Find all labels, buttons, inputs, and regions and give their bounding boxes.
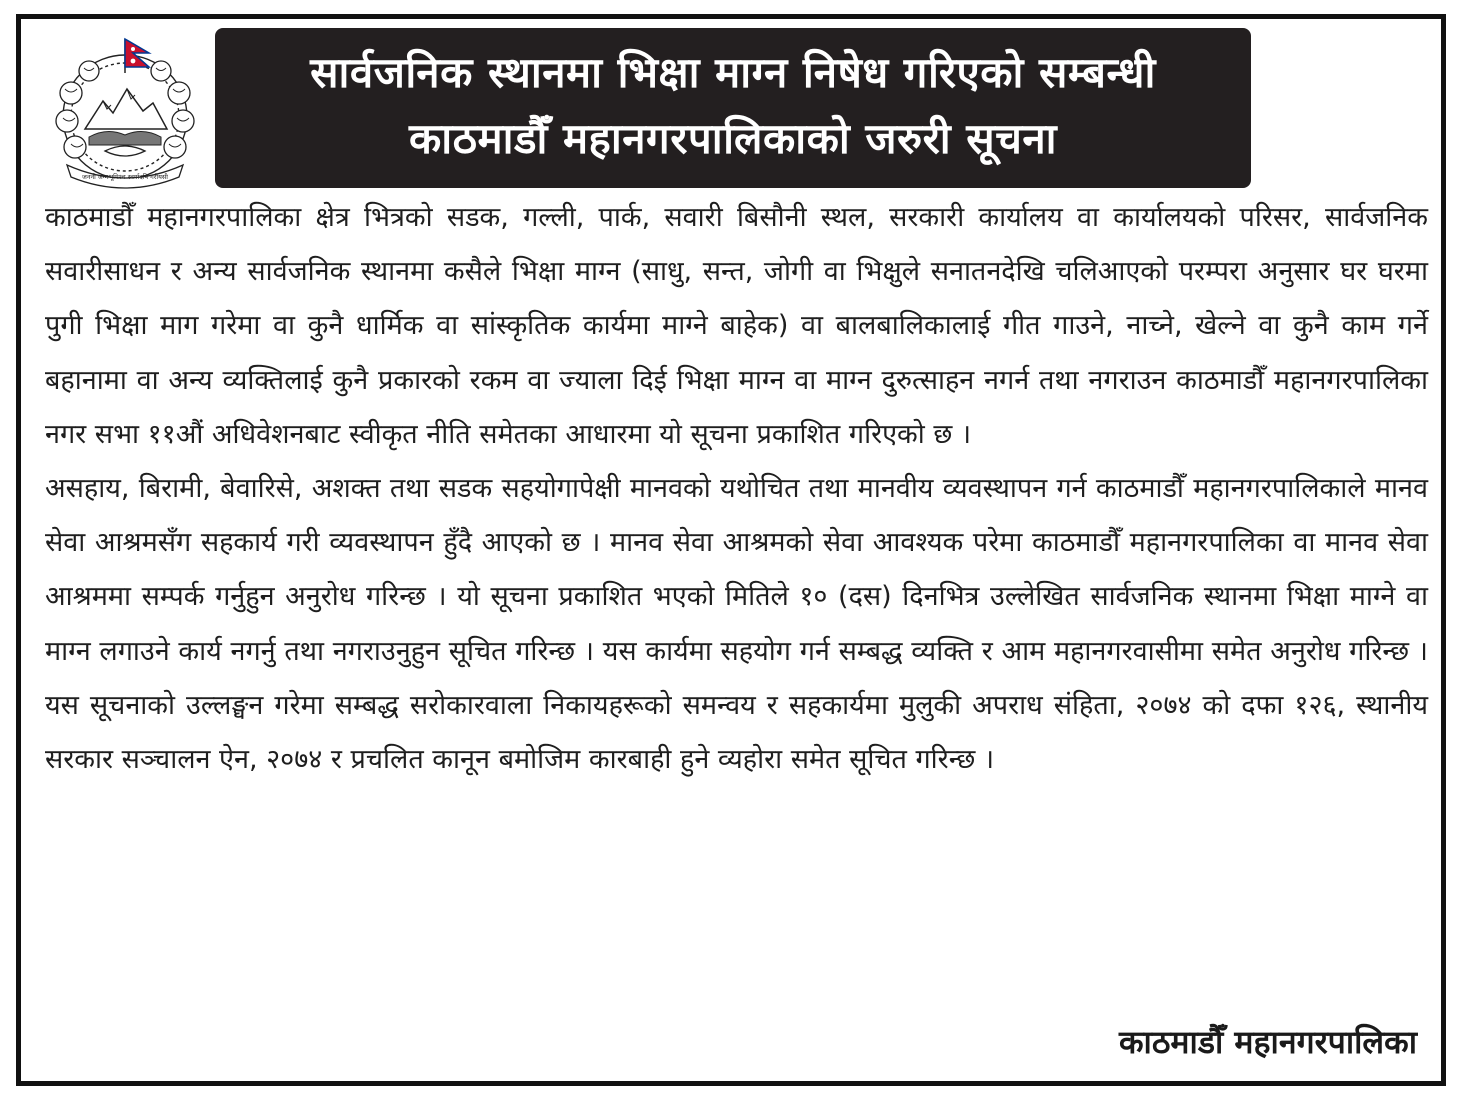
notice-body	[45, 191, 1428, 787]
title-banner	[215, 28, 1251, 188]
issuer-signature: काठमाडौँ महानगरपालिका	[1118, 1023, 1417, 1061]
nepal-coat-of-arms-icon	[45, 33, 205, 193]
notice-paragraph-2: असहाय, बिरामी, बेवारिसे, अशक्त तथा सडक सहयोगापेक्षी मानवको यथोचित तथा मानवीय व्यवस्थापन गर्न काठमाडौँ महानगरपालिकाले मानव सेवा आश्रमसँग सहकार्य गरी व्यवस्थापन हुँदै आएको छ । मानव सेवा आश्रमको सेवा आवश्यक परेमा काठमाडौँ महानगरपालिका वा मानव सेवा आश्रममा सम्पर्क गर्नुहुन अनुरोध गरिन्छ । यो सूचना प्रकाशित भएको मितिले १० (दस) दिनभित्र उल्लेखित सार्वजनिक स्थानमा भिक्षा माग्ने वा माग्न लगाउने कार्य नगर्नु तथा नगराउनुहुन सूचित गरिन्छ । यस कार्यमा सहयोग गर्न सम्बद्ध व्यक्ति र आम महानगरवासीमा समेत अनुरोध गरिन्छ । यस सूचनाको उल्लङ्घन गरेमा सम्बद्ध सरोकारवाला निकायहरूको समन्वय र सहकार्यमा मुलुकी अपराध संहिता, २०७४ को दफा १२६, स्थानीय सरकार सञ्चालन ऐन, २०७४ र प्रचलित कानून बमोजिम कारबाही हुने व्यहोरा समेत सूचित गरिन्छ ।	[45, 473, 1428, 776]
notice-title-line-2: काठमाडौँ महानगरपालिकाको जरुरी सूचना	[408, 114, 1058, 163]
notice-frame	[16, 14, 1446, 1086]
emblem-graphic	[45, 33, 205, 193]
notice-paragraph-1: काठमाडौँ महानगरपालिका क्षेत्र भित्रको सडक, गल्ली, पार्क, सवारी बिसौनी स्थल, सरकारी कार्यालय वा कार्यालयको परिसर, सार्वजनिक सवारीसाधन र अन्य सार्वजनिक स्थानमा कसैले भिक्षा माग्न (साधु, सन्त, जोगी वा भिक्षुले सनातनदेखि चलिआएको परम्परा अनुसार घर घरमा पुगी भिक्षा माग गरेमा वा कुनै धार्मिक वा सांस्कृतिक कार्यमा माग्ने बाहेक) वा बालबालिकालाई गीत गाउने, नाच्ने, खेल्ने वा कुनै काम गर्ने बहानामा वा अन्य व्यक्तिलाई कुनै प्रकारको रकम वा ज्याला दिई भिक्षा माग्न वा माग्न दुरुत्साहन नगर्न तथा नगराउन काठमाडौँ महानगरपालिका नगर सभा ११औं अधिवेशनबाट स्वीकृत नीति समेतका आधारमा यो सूचना प्रकाशित गरिएको छ ।	[45, 202, 1428, 450]
notice-title-line-1: सार्वजनिक स्थानमा भिक्षा माग्न निषेध गरिएको सम्बन्धी	[310, 48, 1156, 97]
emblem-motto: जननी जन्मभूमिश्च स्वर्गादपि गरीयसी	[82, 173, 168, 181]
